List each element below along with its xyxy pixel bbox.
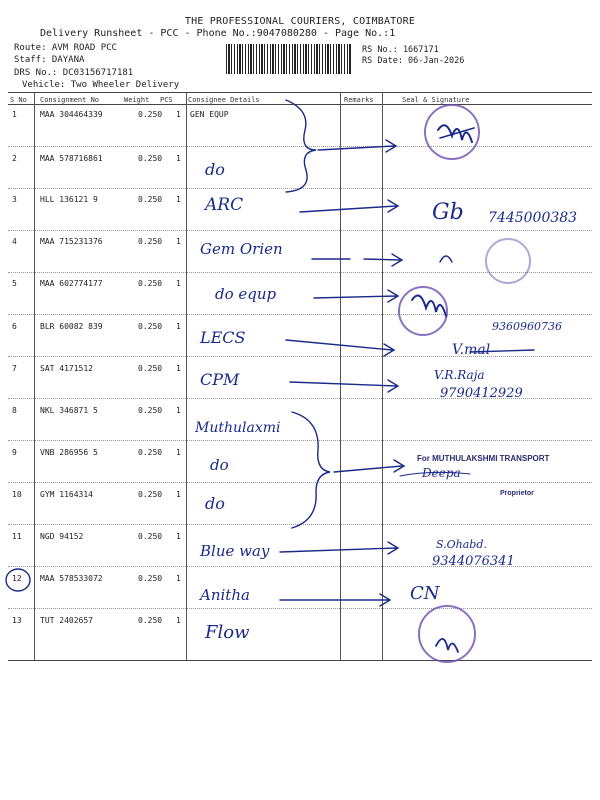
row-pcs: 1 bbox=[176, 237, 181, 246]
row-weight: 0.250 bbox=[138, 490, 163, 499]
row-consignment: MAA 715231376 bbox=[40, 237, 103, 246]
row-sno: 4 bbox=[12, 237, 17, 246]
col-consignee: Consignee Details bbox=[188, 96, 260, 104]
row-weight: 0.250 bbox=[138, 195, 163, 204]
handwritten-consignee: Anitha bbox=[200, 586, 250, 604]
row-pcs: 1 bbox=[176, 448, 181, 457]
handwritten-phone: 9360960736 bbox=[492, 320, 562, 333]
row-weight: 0.250 bbox=[138, 154, 163, 163]
row-sno: 10 bbox=[12, 490, 22, 499]
handwritten-consignee: Gem Orien bbox=[200, 240, 283, 258]
row-pcs: 1 bbox=[176, 110, 181, 119]
handwritten-consignee: Flow bbox=[205, 622, 250, 643]
row-consignment: MAA 578533072 bbox=[40, 574, 103, 583]
row-consignment: GYM 1164314 bbox=[40, 490, 93, 499]
row-weight: 0.250 bbox=[138, 532, 163, 541]
company-seal-role: Proprietor bbox=[500, 490, 534, 497]
company-seal-text: For MUTHULAKSHMI TRANSPORT bbox=[417, 454, 550, 463]
row-sno: 7 bbox=[12, 364, 17, 373]
row-weight: 0.250 bbox=[138, 110, 163, 119]
handwritten-phone: 9790412929 bbox=[440, 386, 523, 401]
row-consignment: MAA 602774177 bbox=[40, 279, 103, 288]
row-consignment: MAA 304464339 bbox=[40, 110, 103, 119]
handwritten-consignee: Blue way bbox=[200, 542, 270, 560]
row-sno: 13 bbox=[12, 616, 22, 625]
handwritten-signature: S.Ohabd. bbox=[436, 538, 487, 551]
row-pcs: 1 bbox=[176, 364, 181, 373]
row-pcs: 1 bbox=[176, 574, 181, 583]
col-consignment: Consignment No bbox=[40, 96, 100, 104]
row-pcs: 1 bbox=[176, 322, 181, 331]
row-sno: 2 bbox=[12, 154, 17, 163]
col-pcs: PCS bbox=[160, 96, 173, 104]
col-seal-signature: Seal & Signature bbox=[402, 96, 470, 104]
row-consignment: NGD 94152 bbox=[40, 532, 84, 541]
row-consignment: SAT 4171512 bbox=[40, 364, 93, 373]
handwritten-signature: V.R.Raja bbox=[434, 368, 485, 382]
handwritten-consignee: do bbox=[205, 160, 225, 179]
row-consignment: MAA 578716861 bbox=[40, 154, 103, 163]
row-sno: 8 bbox=[12, 406, 17, 415]
handwritten-consignee: ARC bbox=[205, 195, 244, 215]
row-weight: 0.250 bbox=[138, 406, 163, 415]
company-seal-signature: Deepa bbox=[422, 466, 461, 480]
row-pcs: 1 bbox=[176, 532, 181, 541]
handwritten-consignee: do bbox=[205, 494, 225, 513]
handwritten-phone: 7445000383 bbox=[488, 210, 578, 226]
row-weight: 0.250 bbox=[138, 322, 163, 331]
row-consignment: NKL 346871 5 bbox=[40, 406, 98, 415]
row-consignment: HLL 136121 9 bbox=[40, 195, 98, 204]
row-consignee: GEN EQUP bbox=[190, 110, 229, 119]
staff-label: Staff: DAYANA bbox=[14, 55, 85, 65]
col-sno: S No bbox=[10, 96, 27, 104]
row-weight: 0.250 bbox=[138, 279, 163, 288]
runsheet-title: Delivery Runsheet - PCC - Phone No.:9047080280 - Page No.:1 bbox=[40, 28, 396, 39]
row-sno: 5 bbox=[12, 279, 17, 288]
handwritten-signature: CN bbox=[410, 583, 440, 604]
row-sno: 12 bbox=[12, 574, 22, 583]
row-sno: 6 bbox=[12, 322, 17, 331]
row-weight: 0.250 bbox=[138, 364, 163, 373]
handwritten-phone: 9344076341 bbox=[432, 554, 515, 569]
row-sno: 3 bbox=[12, 195, 17, 204]
row-consignment: TUT 2402657 bbox=[40, 616, 93, 625]
col-weight: Weight bbox=[124, 96, 150, 104]
row-sno: 9 bbox=[12, 448, 17, 457]
drs-number: DRS No.: DC03156717181 bbox=[14, 68, 134, 78]
col-remarks: Remarks bbox=[344, 96, 374, 104]
row-weight: 0.250 bbox=[138, 237, 163, 246]
row-consignment: VNB 286956 5 bbox=[40, 448, 98, 457]
row-consignment: BLR 60082 839 bbox=[40, 322, 103, 331]
handwritten-consignee: Muthulaxmi bbox=[195, 420, 281, 436]
handwritten-consignee: CPM bbox=[200, 370, 240, 389]
handwritten-consignee: LECS bbox=[200, 328, 246, 347]
row-weight: 0.250 bbox=[138, 574, 163, 583]
row-pcs: 1 bbox=[176, 154, 181, 163]
row-weight: 0.250 bbox=[138, 448, 163, 457]
rs-number: RS No.: 1667171 bbox=[362, 45, 439, 55]
handwritten-signature: Gb bbox=[432, 200, 464, 225]
handwritten-consignee: do bbox=[210, 456, 229, 474]
handwritten-signature: V.mal bbox=[452, 342, 491, 358]
row-pcs: 1 bbox=[176, 616, 181, 625]
row-sno: 11 bbox=[12, 532, 22, 541]
row-sno: 1 bbox=[12, 110, 17, 119]
row-pcs: 1 bbox=[176, 279, 181, 288]
route-label: Route: AVM ROAD PCC bbox=[14, 43, 117, 53]
row-pcs: 1 bbox=[176, 490, 181, 499]
vehicle-label: Vehicle: Two Wheeler Delivery bbox=[22, 80, 180, 90]
row-weight: 0.250 bbox=[138, 616, 163, 625]
row-pcs: 1 bbox=[176, 406, 181, 415]
row-pcs: 1 bbox=[176, 195, 181, 204]
handwritten-consignee: do equp bbox=[215, 285, 277, 303]
company-title: THE PROFESSIONAL COURIERS, COIMBATORE bbox=[184, 16, 416, 27]
rs-date: RS Date: 06-Jan-2026 bbox=[362, 56, 465, 66]
